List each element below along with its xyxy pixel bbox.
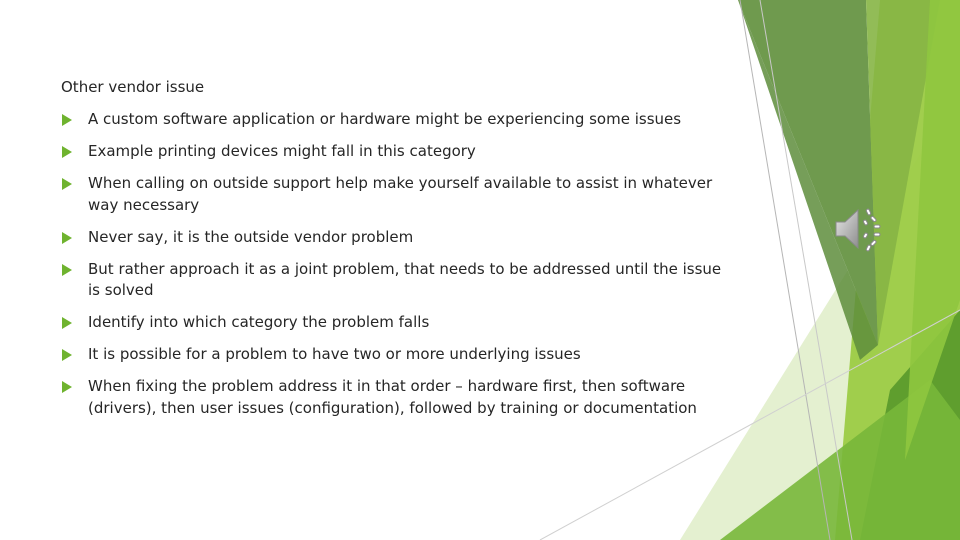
bullet-text: But rather approach it as a joint problem, that needs to be addressed until the issue is solved (88, 259, 722, 299)
list-item (62, 259, 722, 302)
list-item (62, 227, 722, 249)
bullet-text: When fixing the problem address it in that order – hardware first, then software (drivers), then user issues (configuration), followed by training or documentation (88, 377, 697, 417)
arrow-bullet-icon (62, 317, 72, 329)
arrow-bullet-icon (62, 232, 72, 244)
bullet-text: Never say, it is the outside vendor problem (88, 227, 414, 246)
bullet-text: When calling on outside support help make yourself available to assist in whatever way necessary (88, 174, 713, 214)
arrow-bullet-icon (62, 178, 72, 190)
arrow-bullet-icon (62, 114, 72, 126)
arrow-bullet-icon (62, 264, 72, 276)
arrow-bullet-icon (62, 349, 72, 361)
bullet-text: It is possible for a problem to have two or more underlying issues (88, 345, 581, 363)
list-item (62, 109, 722, 131)
arrow-bullet-icon (62, 381, 72, 393)
slide-title: Other vendor issue (61, 78, 205, 96)
list-item (62, 312, 722, 334)
bullet-text: A custom software application or hardware might be experiencing some issues (88, 110, 682, 128)
list-item (62, 376, 722, 419)
list-item (62, 141, 722, 163)
list-item (62, 344, 722, 366)
bullet-list (62, 109, 722, 430)
list-item (62, 173, 722, 216)
bullet-text: Example printing devices might fall in this category (88, 142, 476, 160)
speaker-icon[interactable] (834, 206, 888, 252)
arrow-bullet-icon (62, 146, 72, 158)
bullet-text: Identify into which category the problem falls (88, 313, 430, 331)
